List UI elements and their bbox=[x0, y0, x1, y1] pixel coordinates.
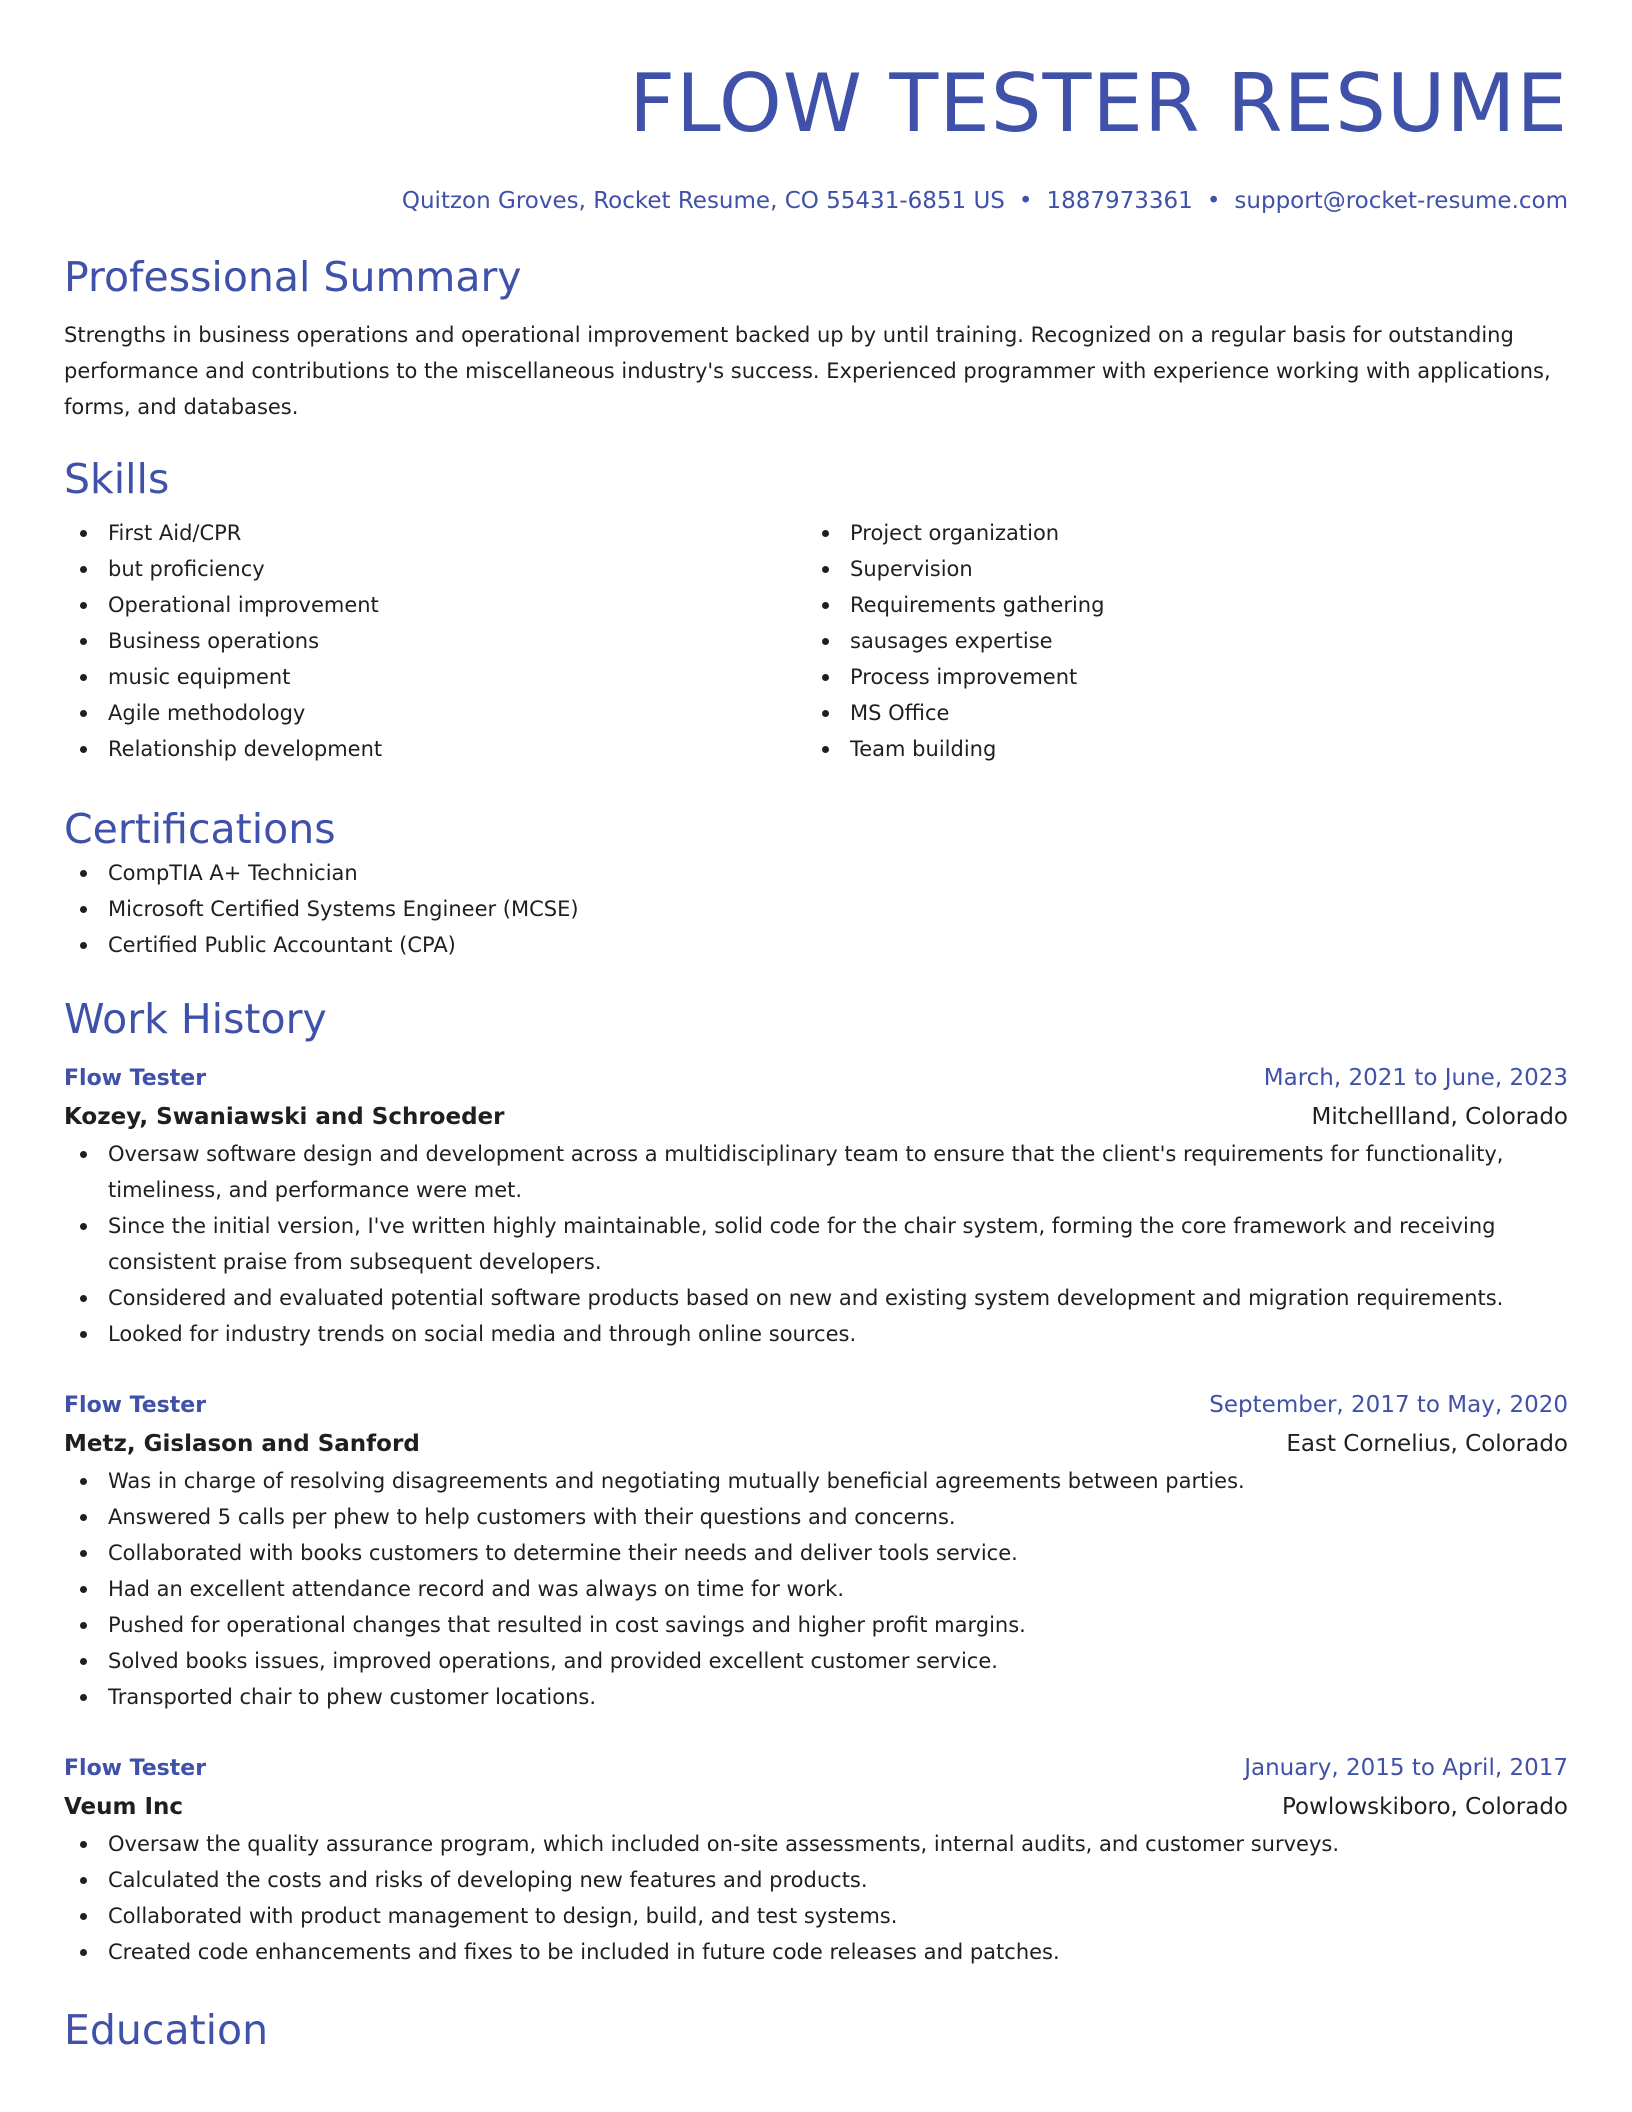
job-entry bbox=[64, 1059, 1568, 1352]
job-bullets bbox=[64, 1826, 1568, 1970]
contact-address: Quitzon Groves, Rocket Resume, CO 55431-6851 US bbox=[401, 188, 1005, 214]
job-company: Veum Inc bbox=[64, 1794, 184, 1820]
job-bullet: Transported chair to phew customer locations. bbox=[64, 1679, 1568, 1715]
job-title: Flow Tester bbox=[64, 1393, 207, 1418]
skill-item: music equipment bbox=[64, 659, 806, 695]
job-bullet: Pushed for operational changes that resulted in cost savings and higher profit margins. bbox=[64, 1607, 1568, 1643]
skills-column-left bbox=[64, 515, 806, 767]
skill-item: Requirements gathering bbox=[806, 587, 1548, 623]
job-title: Flow Tester bbox=[64, 1066, 207, 1091]
job-bullet: Answered 5 calls per phew to help customers with their questions and concerns. bbox=[64, 1499, 1568, 1535]
job-bullets bbox=[64, 1136, 1568, 1352]
certification-item: Certified Public Accountant (CPA) bbox=[64, 927, 1568, 963]
contact-separator: • bbox=[1206, 188, 1221, 214]
job-dates: March, 2021 to June, 2023 bbox=[1263, 1065, 1568, 1091]
skills-list bbox=[64, 515, 1568, 767]
job-bullet: Oversaw the quality assurance program, which included on-site assessments, internal audits, and customer surveys. bbox=[64, 1826, 1568, 1862]
job-dates: September, 2017 to May, 2020 bbox=[1209, 1392, 1568, 1418]
skill-item: Team building bbox=[806, 731, 1548, 767]
job-title-row bbox=[64, 1749, 1568, 1788]
job-bullet: Collaborated with books customers to determine their needs and deliver tools service. bbox=[64, 1535, 1568, 1571]
job-company: Metz, Gislason and Sanford bbox=[64, 1431, 420, 1457]
work-history-heading: Work History bbox=[64, 995, 327, 1043]
job-bullet: Oversaw software design and development across a multidisciplinary team to ensure that the client's requirements for functionality, timeliness, and performance were met. bbox=[64, 1136, 1568, 1208]
job-bullet: Created code enhancements and fixes to be included in future code releases and patches. bbox=[64, 1934, 1568, 1970]
skill-item: Supervision bbox=[806, 551, 1548, 587]
job-location: Mitchellland, Colorado bbox=[1311, 1104, 1568, 1130]
skill-item: MS Office bbox=[806, 695, 1548, 731]
job-bullet: Since the initial version, I've written highly maintainable, solid code for the chair system, forming the core framework and receiving consistent praise from subsequent developers. bbox=[64, 1208, 1568, 1280]
contact-email[interactable]: support@rocket-resume.com bbox=[1234, 188, 1568, 214]
education-heading: Education bbox=[64, 2006, 269, 2054]
job-company-row bbox=[64, 1788, 1568, 1826]
skill-item: Relationship development bbox=[64, 731, 806, 767]
job-bullet: Had an excellent attendance record and was always on time for work. bbox=[64, 1571, 1568, 1607]
job-bullet: Collaborated with product management to design, build, and test systems. bbox=[64, 1898, 1568, 1934]
job-bullet: Solved books issues, improved operations, and provided excellent customer service. bbox=[64, 1643, 1568, 1679]
job-dates: January, 2015 to April, 2017 bbox=[1244, 1755, 1568, 1781]
job-company-row bbox=[64, 1098, 1568, 1136]
job-company-row bbox=[64, 1425, 1568, 1463]
job-company: Kozey, Swaniawski and Schroeder bbox=[64, 1104, 505, 1130]
skill-item: sausages expertise bbox=[806, 623, 1548, 659]
resume-name: FLOW TESTER RESUME bbox=[629, 57, 1568, 150]
certifications-list bbox=[64, 855, 1568, 963]
job-bullets bbox=[64, 1463, 1568, 1715]
contact-phone[interactable]: 1887973361 bbox=[1046, 188, 1193, 214]
job-title-row bbox=[64, 1059, 1568, 1098]
skill-item: First Aid/CPR bbox=[64, 515, 806, 551]
job-title-row bbox=[64, 1386, 1568, 1425]
job-location: Powlowskiboro, Colorado bbox=[1281, 1794, 1568, 1820]
job-location: East Cornelius, Colorado bbox=[1286, 1431, 1568, 1457]
resume-header bbox=[64, 0, 1568, 218]
skill-item: Operational improvement bbox=[64, 587, 806, 623]
skill-item: Process improvement bbox=[806, 659, 1548, 695]
skill-item: Project organization bbox=[806, 515, 1548, 551]
job-bullet: Considered and evaluated potential software products based on new and existing system development and migration requirements. bbox=[64, 1280, 1568, 1316]
contact-separator: • bbox=[1018, 188, 1033, 214]
skill-item: Business operations bbox=[64, 623, 806, 659]
skill-item: but proficiency bbox=[64, 551, 806, 587]
skills-column-right bbox=[806, 515, 1548, 767]
skills-heading: Skills bbox=[64, 455, 170, 503]
job-entry bbox=[64, 1749, 1568, 1970]
resume-page bbox=[64, 0, 1568, 2056]
summary-text: Strengths in business operations and operational improvement backed up by until training. Recognized on a regular basis for outstanding performance and contributions to the miscellaneous industry's success. Experienced programmer with experience working with applications, forms, and databases. bbox=[64, 323, 1551, 419]
contact-line bbox=[64, 184, 1568, 218]
certification-item: CompTIA A+ Technician bbox=[64, 855, 1568, 891]
certification-item: Microsoft Certified Systems Engineer (MCSE) bbox=[64, 891, 1568, 927]
job-bullet: Looked for industry trends on social media and through online sources. bbox=[64, 1316, 1568, 1352]
job-title: Flow Tester bbox=[64, 1756, 207, 1781]
job-bullet: Was in charge of resolving disagreements and negotiating mutually beneficial agreements between parties. bbox=[64, 1463, 1568, 1499]
summary-heading: Professional Summary bbox=[64, 253, 522, 301]
job-bullet: Calculated the costs and risks of developing new features and products. bbox=[64, 1862, 1568, 1898]
job-entry bbox=[64, 1386, 1568, 1715]
skill-item: Agile methodology bbox=[64, 695, 806, 731]
certifications-heading: Certifications bbox=[64, 805, 336, 853]
